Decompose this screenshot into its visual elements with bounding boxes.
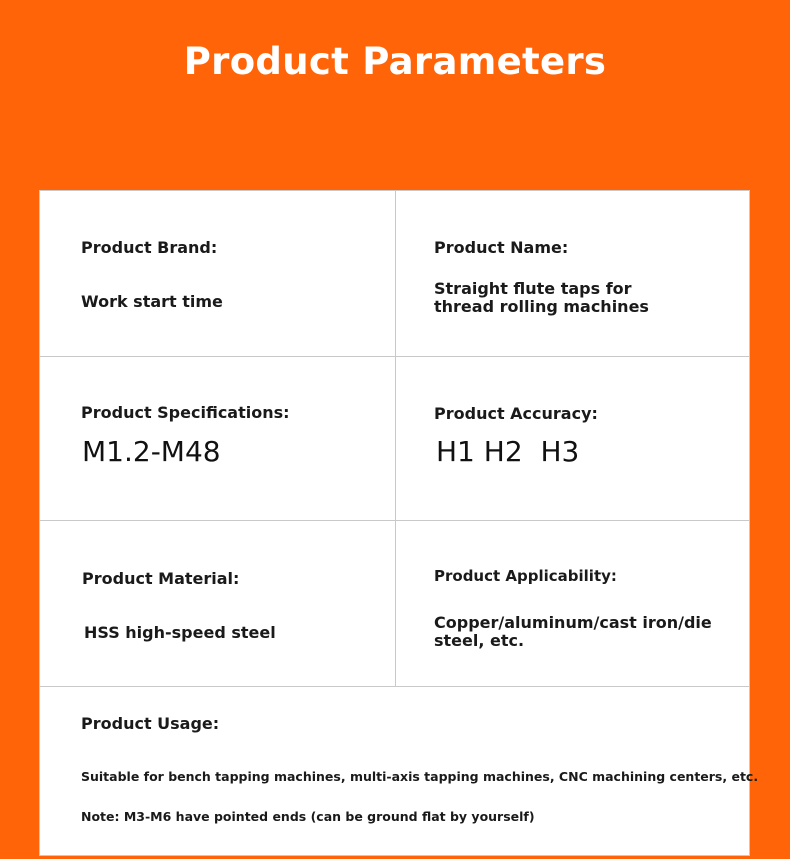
usage-note: Note: M3-M6 have pointed ends (can be ground flat by yourself) xyxy=(81,809,535,824)
applicability-value-line2: steel, etc. xyxy=(434,631,525,650)
accuracy-cell xyxy=(396,357,749,521)
brand-label: Product Brand: xyxy=(81,238,218,257)
applicability-label: Product Applicability: xyxy=(434,567,617,585)
material-label: Product Material: xyxy=(82,569,240,588)
material-cell xyxy=(40,521,396,687)
name-value-line2: thread rolling machines xyxy=(434,297,649,316)
accuracy-value: H1 H2 H3 xyxy=(436,435,580,468)
usage-cell xyxy=(40,687,759,855)
accuracy-label: Product Accuracy: xyxy=(434,404,598,423)
parameters-table xyxy=(39,190,759,856)
applicability-value-line1: Copper/aluminum/cast iron/die xyxy=(434,613,712,632)
name-label: Product Name: xyxy=(434,238,569,257)
usage-value: Suitable for bench tapping machines, multi-axis tapping machines, CNC machining centers, etc. xyxy=(81,769,759,784)
material-value: HSS high-speed steel xyxy=(84,623,276,642)
name-cell xyxy=(396,191,749,357)
specifications-cell xyxy=(40,357,396,521)
specifications-value: M1.2-M48 xyxy=(82,435,221,468)
page-title: Product Parameters xyxy=(183,40,607,83)
specifications-label: Product Specifications: xyxy=(81,403,290,422)
applicability-cell xyxy=(396,521,749,687)
brand-cell xyxy=(40,191,396,357)
name-value-line1: Straight flute taps for xyxy=(434,279,632,298)
brand-value: Work start time xyxy=(81,292,223,311)
usage-label: Product Usage: xyxy=(81,714,220,733)
